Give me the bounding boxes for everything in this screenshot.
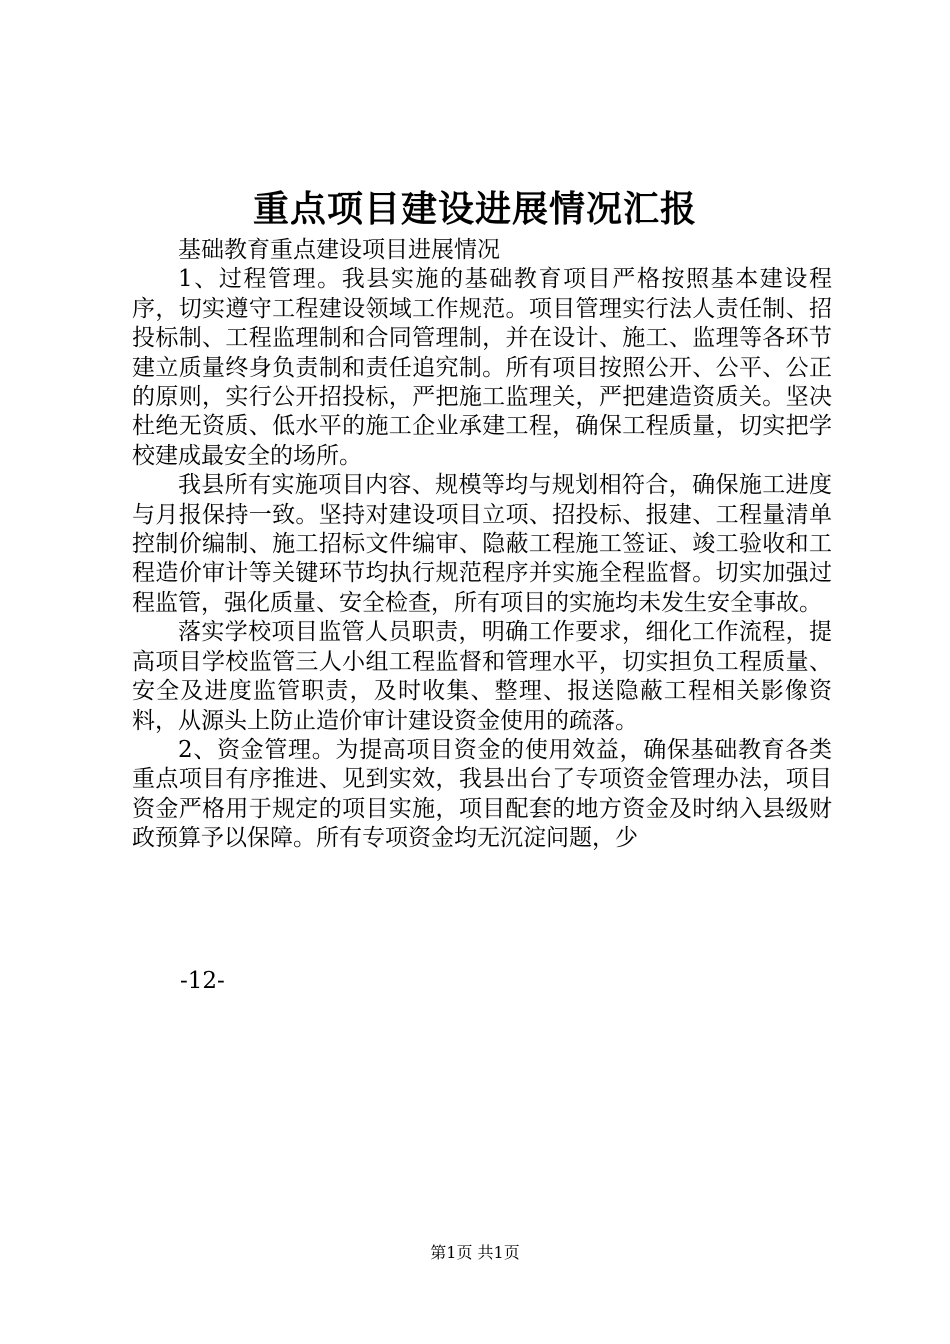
- document-body: [132, 236, 832, 854]
- document-title: 重点项目建设进展情况汇报: [252, 188, 697, 230]
- paragraph-process-management: 1、过程管理。我县实施的基础教育项目严格按照基本建设程序，切实遵守工程建设领域工作规范。项目管理实行法人责任制、招投标制、工程监理制和合同管理制，并在设计、施工、监理等各环节建立质量终身负责制和责任追究制。所有项目按照公开、公平、公正的原则，实行公开招投标，严把施工监理关，严把建造资质关。坚决杜绝无资质、低水平的施工企业承建工程，确保工程质量，切实把学校建成最安全的场所。: [132, 266, 832, 469]
- paragraph-supervision-duties: 落实学校项目监管人员职责，明确工作要求，细化工作流程，提高项目学校监管三人小组工程监督和管理水平，切实担负工程质量、安全及进度监管职责，及时收集、整理、报送隐蔽工程相关影像资料，从源头上防止造价审计建设资金使用的疏落。: [132, 619, 832, 734]
- paragraph-project-compliance: 我县所有实施项目内容、规模等均与规划相符合，确保施工进度与月报保持一致。坚持对建设项目立项、招投标、报建、工程量清单控制价编制、施工招标文件编审、隐蔽工程施工签证、竣工验收和工程造价审计等关键环节均执行规范程序并实施全程监督。切实加强过程监管，强化质量、安全检查，所有项目的实施均未发生安全事故。: [132, 472, 832, 616]
- paragraph-fund-management: 2、资金管理。为提高项目资金的使用效益，确保基础教育各类重点项目有序推进、见到实效，我县出台了专项资金管理办法，项目资金严格用于规定的项目实施，项目配套的地方资金及时纳入县级财政预算予以保障。所有专项资金均无沉淀问题，少: [132, 736, 832, 852]
- page-number-marker: -12-: [180, 968, 225, 994]
- page-footer: 第1页 共1页: [430, 1243, 520, 1262]
- section-subheading: 基础教育重点建设项目进展情况: [178, 237, 500, 263]
